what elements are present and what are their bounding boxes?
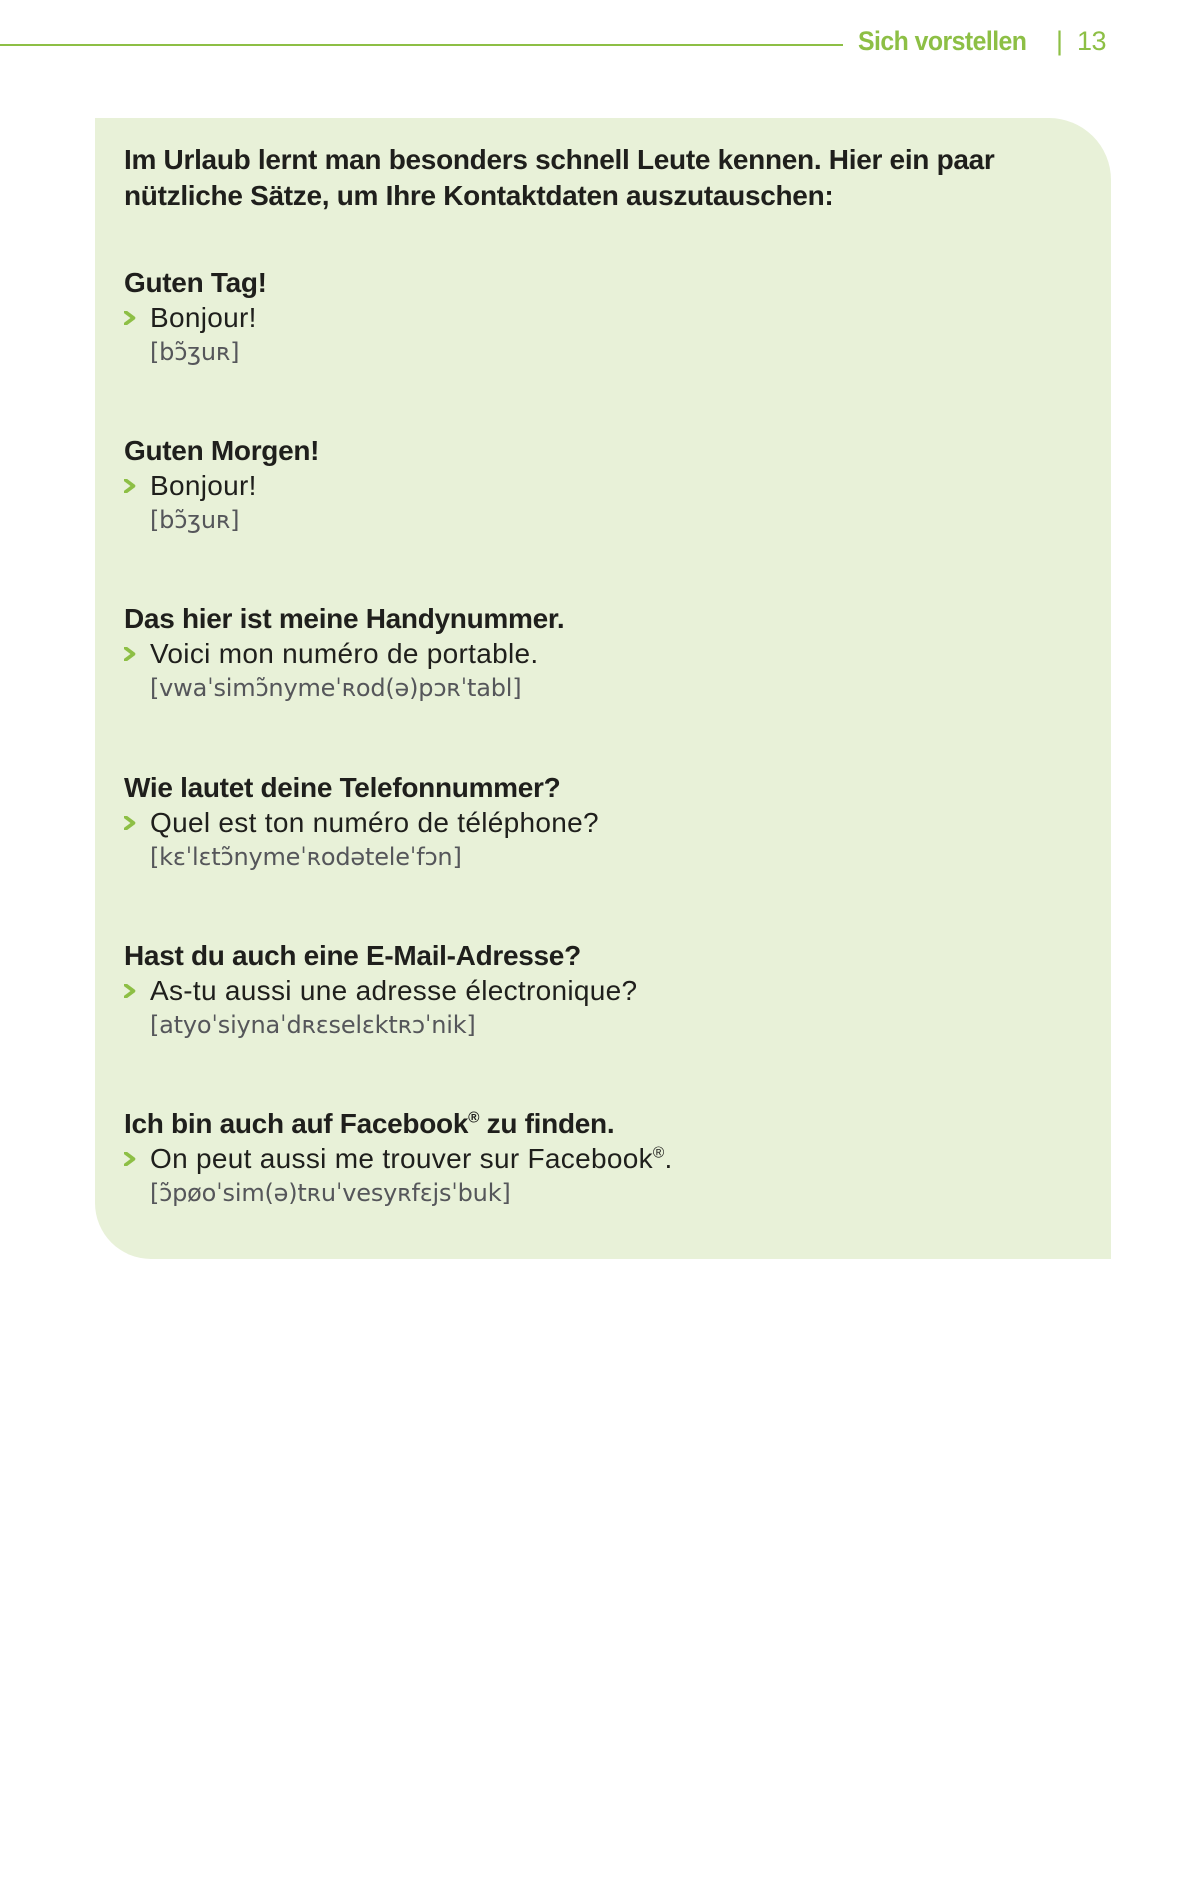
intro-text: Im Urlaub lernt man besonders schnell Leute kennen. Hier ein paar nützliche Sätze, um Ihre Kontaktdaten auszutauschen: xyxy=(124,144,995,211)
french-row xyxy=(124,300,1084,335)
phrase-entry xyxy=(124,433,1084,538)
phonetic-transcription: [vwaˈsimɔ̃nymeˈʀod(ə)pɔʀˈtabl] xyxy=(150,674,522,702)
french-row xyxy=(124,1141,1084,1176)
french-translation: On peut aussi me trouver sur Facebook®. xyxy=(150,1143,673,1174)
german-phrase: Guten Tag! xyxy=(124,267,267,298)
section-title: Sich vorstellen xyxy=(858,26,1027,56)
chevron-right-icon xyxy=(124,1152,150,1166)
phonetic-transcription: [atyoˈsiynaˈdʀɛselɛktʀɔˈnik] xyxy=(150,1011,476,1039)
german-phrase: Das hier ist meine Handynummer. xyxy=(124,603,565,634)
french-translation: As-tu aussi une adresse électronique? xyxy=(150,975,638,1006)
french-row xyxy=(124,636,1084,671)
page-number: 13 xyxy=(1077,26,1107,56)
german-phrase: Guten Morgen! xyxy=(124,435,320,466)
phrase-entry xyxy=(124,1106,1084,1211)
chevron-right-icon xyxy=(124,311,150,325)
chevron-right-icon xyxy=(124,479,150,493)
phrase-entry xyxy=(124,601,1084,706)
registered-mark: ® xyxy=(468,1109,480,1127)
german-phrase: Ich bin auch auf Facebook® zu finden. xyxy=(124,1108,615,1139)
phonetic-transcription: [kɛˈlɛtɔ̃nymeˈʀodəteleˈfɔn] xyxy=(150,843,462,871)
french-row xyxy=(124,805,1084,840)
chevron-right-icon xyxy=(124,816,150,830)
header-separator: | xyxy=(1056,26,1064,56)
phonetic-transcription: [bɔ̃ʒuʀ] xyxy=(150,506,240,534)
registered-mark: ® xyxy=(652,1144,665,1162)
french-translation: Voici mon numéro de portable. xyxy=(150,638,539,669)
page-header xyxy=(858,26,1106,62)
header-rule xyxy=(0,44,843,46)
chevron-right-icon xyxy=(124,984,150,998)
phrase-entry xyxy=(124,265,1084,370)
german-phrase: Wie lautet deine Telefonnummer? xyxy=(124,772,561,803)
phrase-entry xyxy=(124,770,1084,875)
french-translation: Bonjour! xyxy=(150,470,257,501)
french-row xyxy=(124,468,1084,503)
phonetic-transcription: [ɔ̃pøoˈsim(ə)tʀuˈvesyʀfɛjsˈbuk] xyxy=(150,1179,511,1207)
phrase-entry xyxy=(124,938,1084,1043)
phonetic-transcription: [bɔ̃ʒuʀ] xyxy=(150,338,240,366)
french-row xyxy=(124,973,1084,1008)
german-phrase: Hast du auch eine E-Mail-Adresse? xyxy=(124,940,581,971)
chevron-right-icon xyxy=(124,647,150,661)
french-translation: Bonjour! xyxy=(150,302,257,333)
french-translation: Quel est ton numéro de téléphone? xyxy=(150,807,599,838)
